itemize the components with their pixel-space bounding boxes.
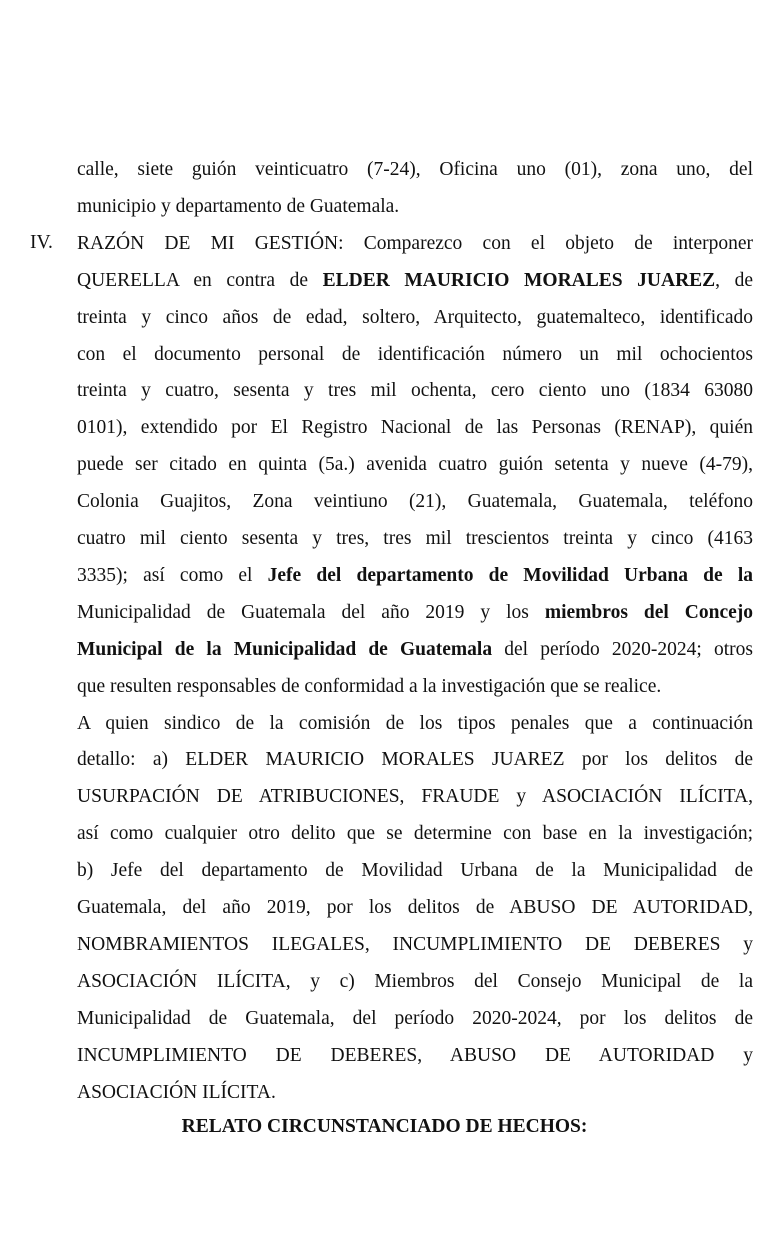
section-heading: RELATO CIRCUNSTANCIADO DE HECHOS: xyxy=(181,1116,588,1137)
text-line xyxy=(77,970,753,994)
text-segment: cuatro mil ciento sesenta y tres, tres mil trescientos treinta y cinco (4163 xyxy=(77,528,753,549)
text-line xyxy=(77,195,753,219)
text-line xyxy=(77,453,753,477)
text-line xyxy=(77,748,753,772)
bold-text: Municipal de la Municipalidad de Guatemala xyxy=(77,639,493,660)
text-line xyxy=(77,712,753,736)
text-segment: calle, siete guión veinticuatro (7-24), Oficina uno (01), zona uno, del xyxy=(77,159,753,180)
text-segment: NOMBRAMIENTOS ILEGALES, INCUMPLIMIENTO DE DEBERES y xyxy=(77,934,753,955)
text-line xyxy=(77,379,753,403)
text-segment: treinta y cinco años de edad, soltero, Arquitecto, guatemalteco, identificado xyxy=(77,307,753,328)
text-segment: que resulten responsables de conformidad a la investigación que se realice. xyxy=(77,676,662,697)
text-line xyxy=(77,822,753,846)
bold-text: ELDER MAURICIO MORALES JUAREZ xyxy=(322,270,716,291)
text-line xyxy=(77,638,753,662)
text-line xyxy=(77,306,753,330)
text-line xyxy=(77,527,753,551)
section-marker: IV. xyxy=(30,232,53,253)
text-line xyxy=(77,859,753,883)
text-segment: con el documento personal de identificación número un mil ochocientos xyxy=(77,344,753,365)
text-segment: Municipalidad de Guatemala, del período 2020-2024, por los delitos de xyxy=(77,1008,753,1029)
text-line xyxy=(77,269,753,293)
text-segment: ASOCIACIÓN ILÍCITA, y c) Miembros del Consejo Municipal de la xyxy=(77,971,753,992)
text-segment: A quien sindico de la comisión de los tipos penales que a continuación xyxy=(77,713,753,734)
text-line xyxy=(77,343,753,367)
text-line xyxy=(77,232,753,256)
text-line xyxy=(77,675,753,699)
text-segment: treinta y cuatro, sesenta y tres mil ochenta, cero ciento uno (1834 63080 xyxy=(77,380,753,401)
text-segment: INCUMPLIMIENTO DE DEBERES, ABUSO DE AUTORIDAD y xyxy=(77,1045,753,1066)
text-line xyxy=(77,785,753,809)
text-line xyxy=(77,416,753,440)
text-line xyxy=(77,933,753,957)
text-segment: municipio y departamento de Guatemala. xyxy=(77,196,400,217)
text-segment: Guatemala, del año 2019, por los delitos de ABUSO DE AUTORIDAD, xyxy=(77,897,753,918)
text-segment: USURPACIÓN DE ATRIBUCIONES, FRAUDE y ASOCIACIÓN ILÍCITA, xyxy=(77,786,753,807)
text-segment: del período 2020-2024; otros xyxy=(492,639,753,660)
text-segment: RAZÓN DE MI GESTIÓN: Comparezco con el objeto de interponer xyxy=(77,233,753,254)
text-line xyxy=(77,1081,753,1105)
text-segment: Colonia Guajitos, Zona veintiuno (21), Guatemala, Guatemala, teléfono xyxy=(77,491,753,512)
text-line xyxy=(77,601,753,625)
text-segment: Municipalidad de Guatemala del año 2019 y los xyxy=(77,602,545,623)
text-segment: así como cualquier otro delito que se determine con base en la investigación; xyxy=(77,823,753,844)
text-line xyxy=(77,1007,753,1031)
text-line xyxy=(77,564,753,588)
text-segment: , de xyxy=(715,270,754,291)
bold-text: Jefe del departamento de Movilidad Urbana de la xyxy=(267,565,753,586)
text-line xyxy=(77,896,753,920)
text-line xyxy=(77,490,753,514)
text-segment: 0101), extendido por El Registro Nacional de las Personas (RENAP), quién xyxy=(77,417,753,438)
text-segment: b) Jefe del departamento de Movilidad Urbana de la Municipalidad de xyxy=(77,860,753,881)
text-line xyxy=(77,1044,753,1068)
bold-text: miembros del Concejo xyxy=(544,602,753,623)
text-segment: QUERELLA en contra de xyxy=(77,270,323,291)
text-segment: ASOCIACIÓN ILÍCITA. xyxy=(77,1082,276,1103)
text-line xyxy=(77,158,753,182)
text-segment: detallo: a) ELDER MAURICIO MORALES JUAREZ por los delitos de xyxy=(77,749,753,770)
text-segment: 3335); así como el xyxy=(77,565,268,586)
text-segment: puede ser citado en quinta (5a.) avenida cuatro guión setenta y nueve (4-79), xyxy=(77,454,753,475)
